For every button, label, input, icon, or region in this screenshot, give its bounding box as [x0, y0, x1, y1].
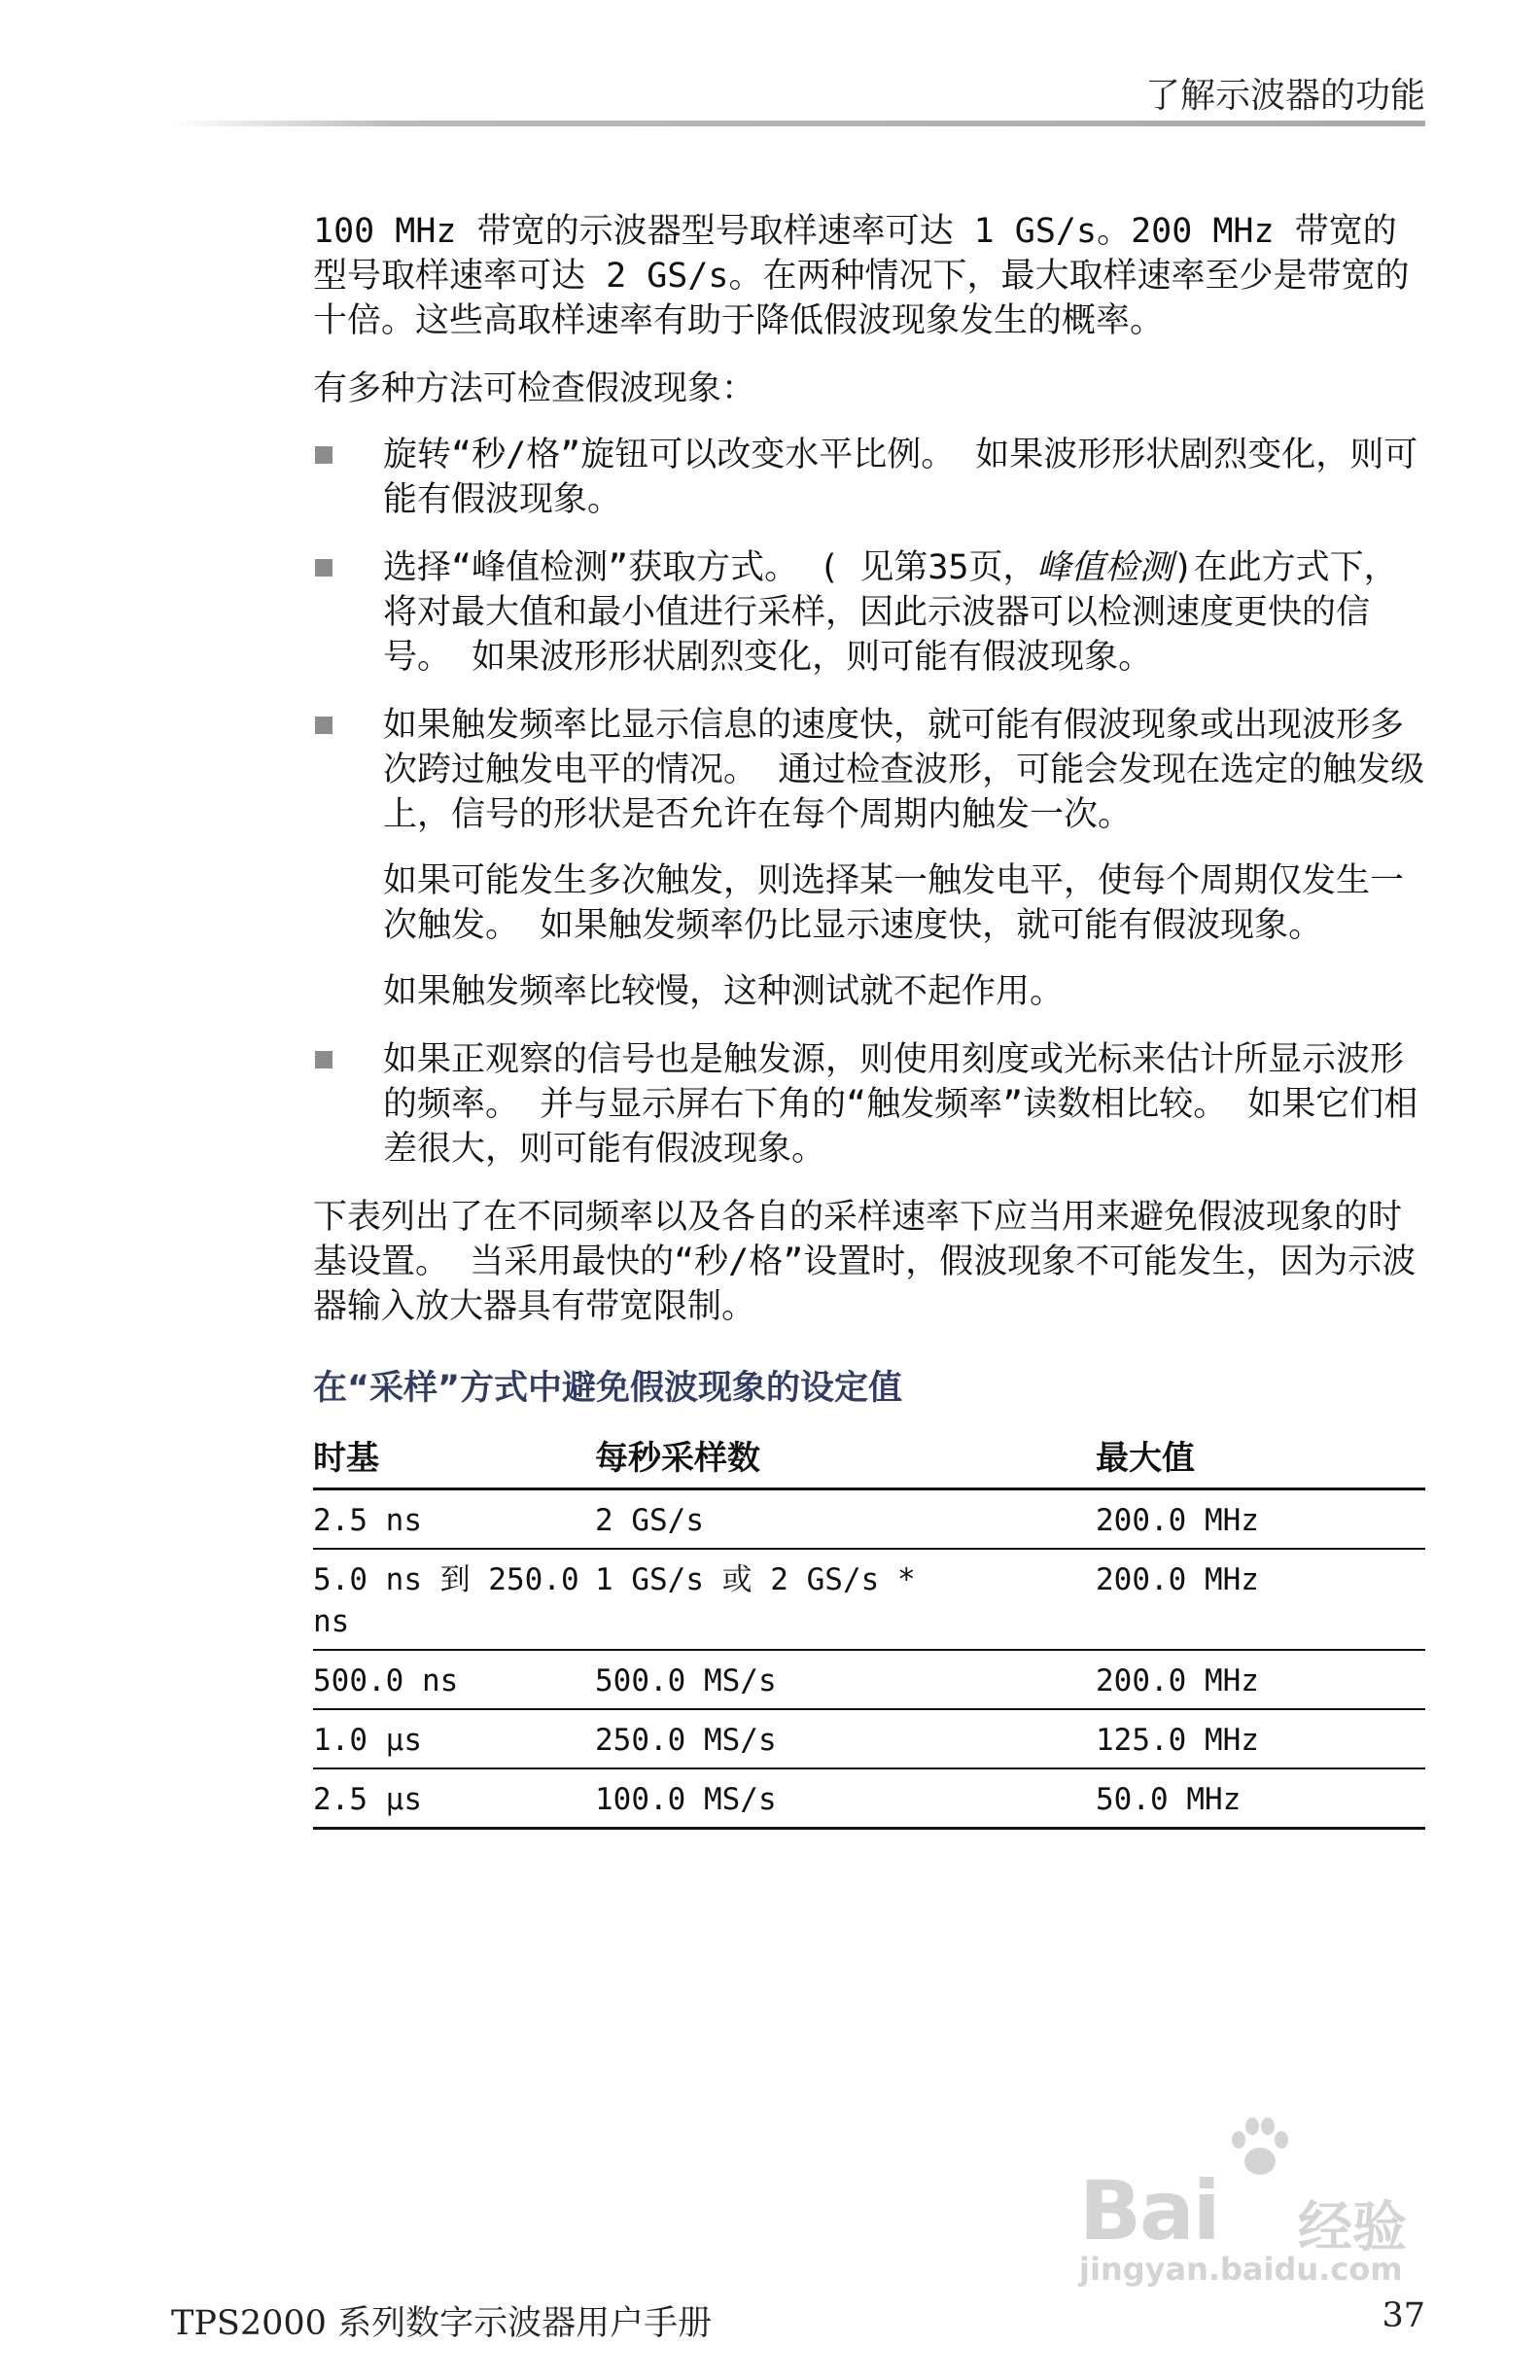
footer-page-number: 37 — [1382, 2296, 1425, 2335]
watermark-url: jingyan.baidu.com — [1079, 2251, 1403, 2288]
settings-table — [313, 1438, 1425, 1830]
list-item-text-post: )在此方式下，将对最大值和最小值进行采样，因此示波器可以检测速度更快的信号。 如果波形形状剧烈变化，则可能有假波现象。 — [383, 548, 1398, 677]
cell-sample-rate: 250.0 MS/s — [595, 1709, 1096, 1768]
watermark-brand: Bai — [1079, 2163, 1219, 2258]
list-item-text: 如果触发频率比显示信息的速度快，就可能有假波现象或出现波形多次跨过触发电平的情况。 通过检查波形，可能会发现在选定的触发级上，信号的形状是否允许在每个周期内触发一次。 — [383, 706, 1425, 834]
list-item — [313, 703, 1425, 1014]
table-row — [313, 1489, 1425, 1550]
cell-timebase: 2.5 μs — [313, 1768, 595, 1829]
list-item — [313, 1037, 1425, 1172]
cell-max-value: 125.0 MHz — [1096, 1709, 1425, 1768]
methods-list — [313, 433, 1425, 1172]
table-row — [313, 1549, 1425, 1650]
table-header-row — [313, 1438, 1425, 1489]
table-row — [313, 1650, 1425, 1709]
cell-timebase: 1.0 μs — [313, 1709, 595, 1768]
cell-sample-rate: 2 GS/s — [595, 1489, 1096, 1550]
column-header-sample-rate: 每秒采样数 — [595, 1438, 1096, 1489]
column-header-timebase: 时基 — [313, 1438, 595, 1489]
peak-detect-reference: 峰值检测 — [1036, 548, 1173, 587]
list-item-text: 旋转“秒/格”旋钮可以改变水平比例。 如果波形形状剧烈变化，则可能有假波现象。 — [383, 436, 1418, 519]
list-item-text: 如果正观察的信号也是触发源，则使用刻度或光标来估计所显示波形的频率。 并与显示屏右下角的“触发频率”读数相比较。 如果它们相差很大，则可能有假波现象。 — [383, 1040, 1418, 1169]
table-row — [313, 1768, 1425, 1829]
cell-sample-rate: 500.0 MS/s — [595, 1650, 1096, 1709]
intro-paragraph: 100 MHz 带宽的示波器型号取样速率可达 1 GS/s。200 MHz 带宽的型号取样速率可达 2 GS/s。在两种情况下，最大取样速率至少是带宽的十倍。这些高取样速率有助于降低假波现象发生的概率。 — [313, 212, 1410, 340]
list-item — [313, 433, 1425, 522]
cell-max-value: 50.0 MHz — [1096, 1768, 1425, 1829]
list-item-text-pre: 选择“峰值检测”获取方式。 ( 见第35页， — [383, 548, 1037, 587]
list-item-subparagraph: 如果触发频率比较慢，这种测试就不起作用。 — [383, 972, 1065, 1011]
list-item — [313, 545, 1425, 680]
column-header-max-value: 最大值 — [1096, 1438, 1425, 1489]
cell-sample-rate: 100.0 MS/s — [595, 1768, 1096, 1829]
watermark-brand-cn: 经验 — [1298, 2196, 1407, 2259]
cell-sample-rate: 1 GS/s 或 2 GS/s * — [595, 1549, 1096, 1650]
bullet-square-icon — [315, 559, 332, 577]
main-content — [313, 209, 1425, 1830]
bullet-square-icon — [315, 446, 332, 464]
cell-max-value: 200.0 MHz — [1096, 1650, 1425, 1709]
table-title: 在“采样”方式中避免假波现象的设定值 — [313, 1369, 903, 1408]
cell-timebase: 5.0 ns 到 250.0 ns — [313, 1549, 595, 1650]
list-item-subparagraph: 如果可能发生多次触发，则选择某一触发电平，使每个周期仅发生一次触发。 如果触发频率仍比显示速度快，就可能有假波现象。 — [383, 861, 1405, 945]
table-row — [313, 1709, 1425, 1768]
table-intro-paragraph: 下表列出了在不同频率以及各自的采样速率下应当用来避免假波现象的时基设置。 当采用最快的“秒/格”设置时，假波现象不可能发生，因为示波器输入放大器具有带宽限制。 — [313, 1198, 1417, 1326]
footer-manual-title: TPS2000 系列数字示波器用户手册 — [171, 2304, 713, 2343]
methods-intro: 有多种方法可检查假波现象： — [313, 369, 756, 408]
cell-max-value: 200.0 MHz — [1096, 1549, 1425, 1650]
cell-timebase: 2.5 ns — [313, 1489, 595, 1550]
bullet-square-icon — [315, 1051, 332, 1068]
section-title: 了解示波器的功能 — [1144, 76, 1425, 116]
paw-logo-icon — [1225, 2115, 1293, 2183]
cell-timebase: 500.0 ns — [313, 1650, 595, 1709]
bullet-square-icon — [315, 717, 332, 734]
cell-max-value: 200.0 MHz — [1096, 1489, 1425, 1550]
header-rule — [171, 121, 1425, 126]
baidu-jingyan-watermark — [1079, 2115, 1429, 2288]
